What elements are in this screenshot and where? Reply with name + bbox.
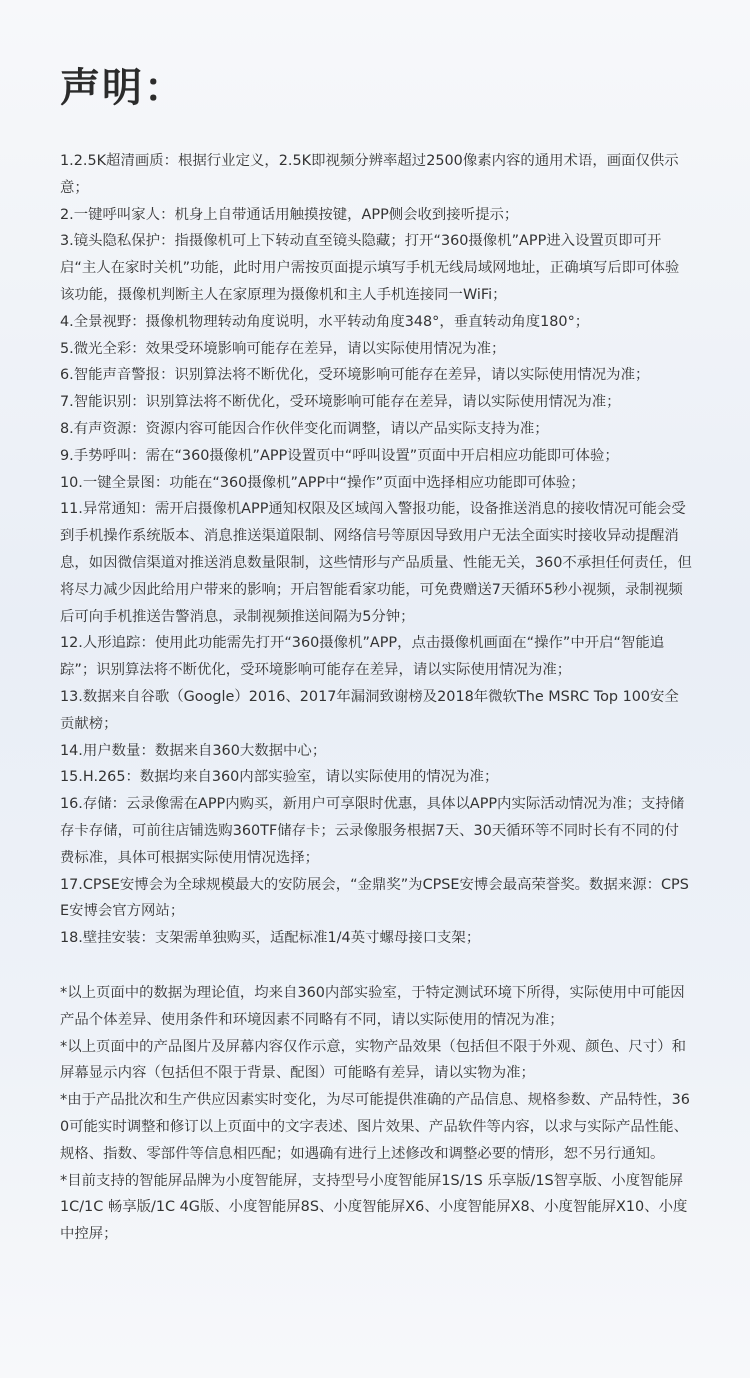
footnote-item: *以上页面中的数据为理论值，均来自360内部实验室，于特定测试环境下所得，实际使用中可能因产品个体差异、使用条件和环境因素不同略有不同，请以实际使用的情况为准； (60, 985, 685, 1028)
disclaimer-item: 17.CPSE安博会为全球规模最大的安防展会，“金鼎奖”为CPSE安博会最高荣誉奖。数据来源：CPSE安博会官方网站； (60, 876, 689, 920)
disclaimer-item: 11.异常通知：需开启摄像机APP通知权限及区域闯入警报功能，设备推送消息的接收情况可能会受到手机操作系统版本、消息推送渠道限制、网络信号等原因导致用户无法全面实时接收异动提醒消息，如因微信渠道对推送消息数量限制，这些情形与产品质量、性能无关，360不承担任何责任，但将尽力减少因此给用户带来的影响；开启智能看家功能，可免费赠送7天循环5秒小视频，录制视频后可向手机推送告警消息，录制视频推送间隔为5分钟； (60, 501, 692, 625)
disclaimer-item: 15.H.265：数据均来自360内部实验室，请以实际使用的情况为准； (60, 769, 499, 786)
disclaimer-item: 18.壁挂安装：支架需单独购买，适配标准1/4英寸螺母接口支架； (60, 930, 481, 947)
disclaimer-item: 1.2.5K超清画质：根据行业定义，2.5K即视频分辨率超过2500像素内容的通用术语，画面仅供示意； (60, 153, 679, 196)
disclaimer-item: 8.有声资源：资源内容可能因合作伙伴变化而调整，请以产品实际支持为准； (60, 420, 549, 437)
disclaimer-item: 10.一键全景图：功能在“360摄像机”APP中“操作”页面中选择相应功能即可体验； (60, 474, 585, 491)
disclaimer-item: 7.智能识别：识别算法将不断优化，受环境影响可能存在差异，请以实际使用情况为准； (60, 394, 621, 411)
footnote-item: *以上页面中的产品图片及屏幕内容仅作示意，实物产品效果（包括但不限于外观、颜色、尺寸）和屏幕显示内容（包括但不限于背景、配图）可能略有差异，请以实物为准； (60, 1038, 686, 1082)
disclaimer-item: 4.全景视野：摄像机物理转动角度说明，水平转动角度348°，垂直转动角度180°； (60, 313, 590, 330)
disclaimer-item: 5.微光全彩：效果受环境影响可能存在差异，请以实际使用情况为准； (60, 340, 506, 357)
disclaimer-item: 12.人形追踪：使用此功能需先打开“360摄像机”APP，点击摄像机画面在“操作”中开启“智能追踪”；识别算法将不断优化，受环境影响可能存在差异，请以实际使用情况为准； (60, 635, 665, 679)
footnote-list (60, 980, 692, 1248)
footnote-item: *目前支持的智能屏品牌为小度智能屏，支持型号小度智能屏1S/1S 乐享版/1S智享版、小度智能屏1C/1C 畅享版/1C 4G版、小度智能屏8S、小度智能屏X6、小度智能屏X8、小度智能屏X10、小度中控屏； (60, 1172, 688, 1243)
page-title: 声明： (60, 65, 186, 111)
disclaimer-item: 6.智能声音警报：识别算法将不断优化，受环境影响可能存在差异，请以实际使用情况为准； (60, 367, 650, 384)
footnote-item: *由于产品批次和生产供应因素实时变化，为尽可能提供准确的产品信息、规格参数、产品特性，360可能实时调整和修订以上页面中的文字表述、图片效果、产品软件等内容，以求与实际产品性能、规格、指数、零部件等信息相匹配；如遇确有进行上述修改和调整必要的情形，恕不另行通知。 (60, 1092, 690, 1162)
disclaimer-list (60, 148, 692, 952)
disclaimer-item: 14.用户数量：数据来自360大数据中心； (60, 742, 327, 759)
disclaimer-item: 16.存储：云录像需在APP内购买，新用户可享限时优惠，具体以APP内实际活动情况为准；支持储存卡存储，可前往店铺选购360TF储存卡；云录像服务根据7天、30天循环等不同时长有不同的付费标准，具体可根据实际使用情况选择； (60, 796, 685, 866)
disclaimer-item: 13.数据来自谷歌（Google）2016、2017年漏洞致谢榜及2018年微软The MSRC Top 100安全贡献榜； (60, 688, 679, 732)
disclaimer-item: 2.一键呼叫家人：机身上自带通话用触摸按键，APP侧会收到接听提示； (60, 206, 519, 223)
disclaimer-item: 3.镜头隐私保护：指摄像机可上下转动直至镜头隐藏；打开“360摄像机”APP进入设置页即可开启“主人在家时关机”功能，此时用户需按页面提示填写手机无线局域网地址，正确填写后即可体验该功能，摄像机判断主人在家原理为摄像机和主人手机连接同一WiFi； (60, 233, 680, 303)
disclaimer-item: 9.手势呼叫：需在“360摄像机”APP设置页中“呼叫设置”页面中开启相应功能即可体验； (60, 447, 619, 464)
